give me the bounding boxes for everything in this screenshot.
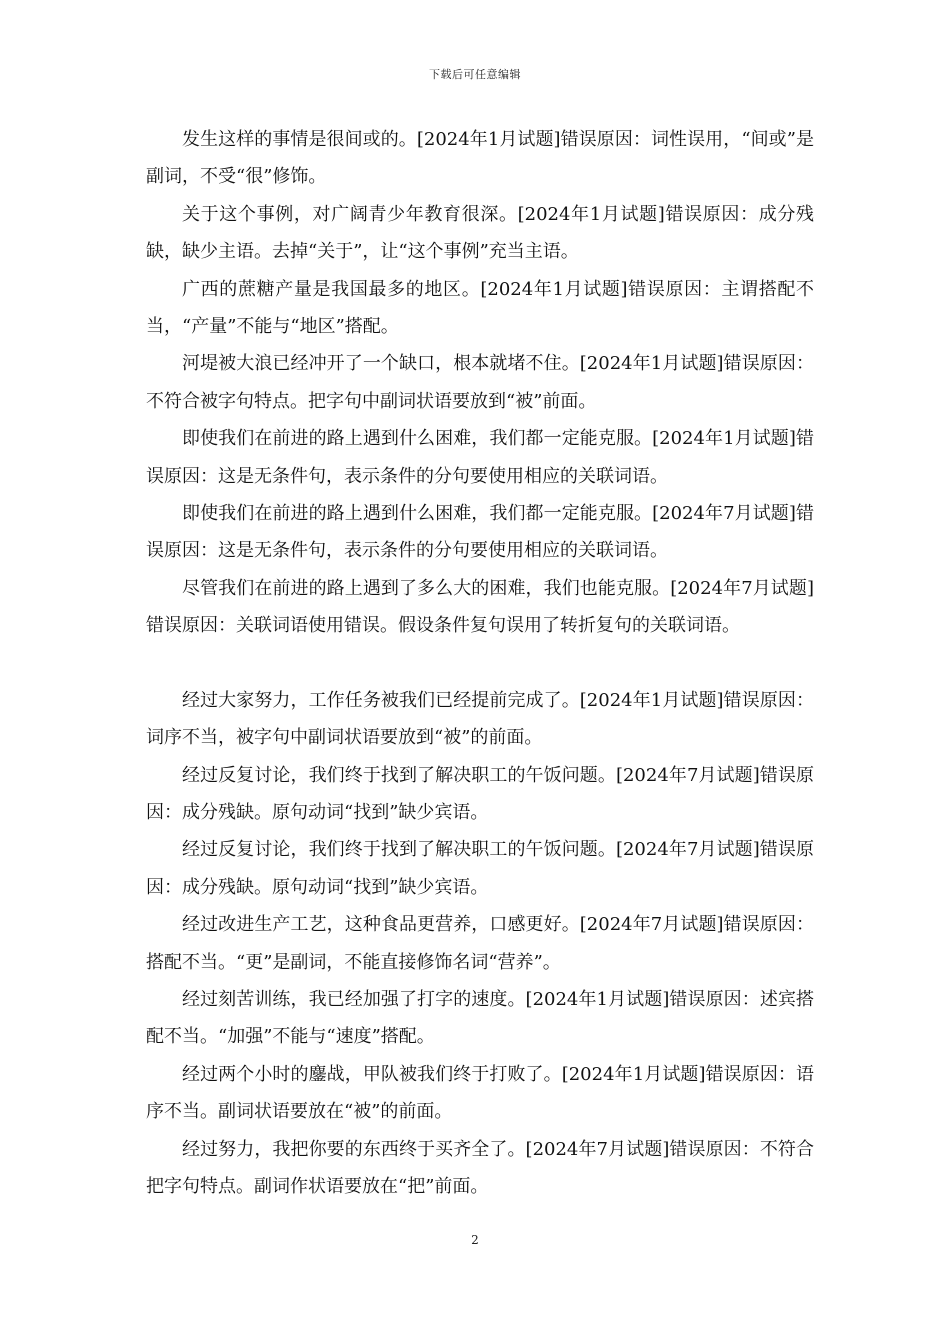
- paragraph: 经过两个小时的鏖战，甲队被我们终于打败了。[2024年1月试题]错误原因：语序不当。副词状语要放在“被”的前面。: [146, 1063, 814, 1123]
- paragraph: 经过反复讨论，我们终于找到了解决职工的午饭问题。[2024年7月试题]错误原因：成分残缺。原句动词“找到”缺少宾语。: [146, 764, 814, 823]
- paragraph: 关于这个事例，对广阔青少年教育很深。[2024年1月试题]错误原因：成分残缺，缺少主语。去掉“关于”，让“这个事例”充当主语。: [146, 203, 814, 263]
- paragraph: 经过改进生产工艺，这种食品更营养，口感更好。[2024年7月试题]错误原因：搭配不当。“更”是副词，不能直接修饰名词“营养”。: [146, 914, 814, 973]
- paragraph: 即使我们在前进的路上遇到什么困难，我们都一定能克服。[2024年1月试题]错误原因：这是无条件句，表示条件的分句要使用相应的关联词语。: [146, 428, 814, 487]
- paragraph: 发生这样的事情是很间或的。[2024年1月试题]错误原因：词性误用，“间或”是副词，不受“很”修饰。: [146, 129, 814, 188]
- paragraph: 经过大家努力，工作任务被我们已经提前完成了。[2024年1月试题]错误原因：词序不当，被字句中副词状语要放到“被”的前面。: [146, 689, 814, 749]
- document-body: [146, 121, 814, 1205]
- paragraph: 经过努力，我把你要的东西终于买齐全了。[2024年7月试题]错误原因：不符合把字句特点。副词作状语要放在“把”前面。: [146, 1138, 814, 1197]
- paragraph-gap: [146, 645, 814, 682]
- page-number: 2: [471, 1233, 479, 1247]
- paragraph: 经过刻苦训练，我已经加强了打字的速度。[2024年1月试题]错误原因：述宾搭配不当。“加强”不能与“速度”搭配。: [146, 988, 814, 1048]
- paragraph: 经过反复讨论，我们终于找到了解决职工的午饭问题。[2024年7月试题]错误原因：成分残缺。原句动词“找到”缺少宾语。: [146, 839, 814, 898]
- page-header: 下载后可任意编辑: [429, 68, 521, 81]
- paragraph: 即使我们在前进的路上遇到什么困难，我们都一定能克服。[2024年7月试题]错误原因：这是无条件句，表示条件的分句要使用相应的关联词语。: [146, 503, 814, 562]
- paragraph: 广西的蔗糖产量是我国最多的地区。[2024年1月试题]错误原因：主谓搭配不当，“产量”不能与“地区”搭配。: [146, 278, 814, 338]
- paragraph: 尽管我们在前进的路上遇到了多么大的困难，我们也能克服。[2024年7月试题]错误原因：关联词语使用错误。假设条件复句误用了转折复句的关联词语。: [146, 577, 814, 637]
- paragraph: 河堤被大浪已经冲开了一个缺口，根本就堵不住。[2024年1月试题]错误原因：不符合被字句特点。把字句中副词状语要放到“被”前面。: [146, 353, 814, 412]
